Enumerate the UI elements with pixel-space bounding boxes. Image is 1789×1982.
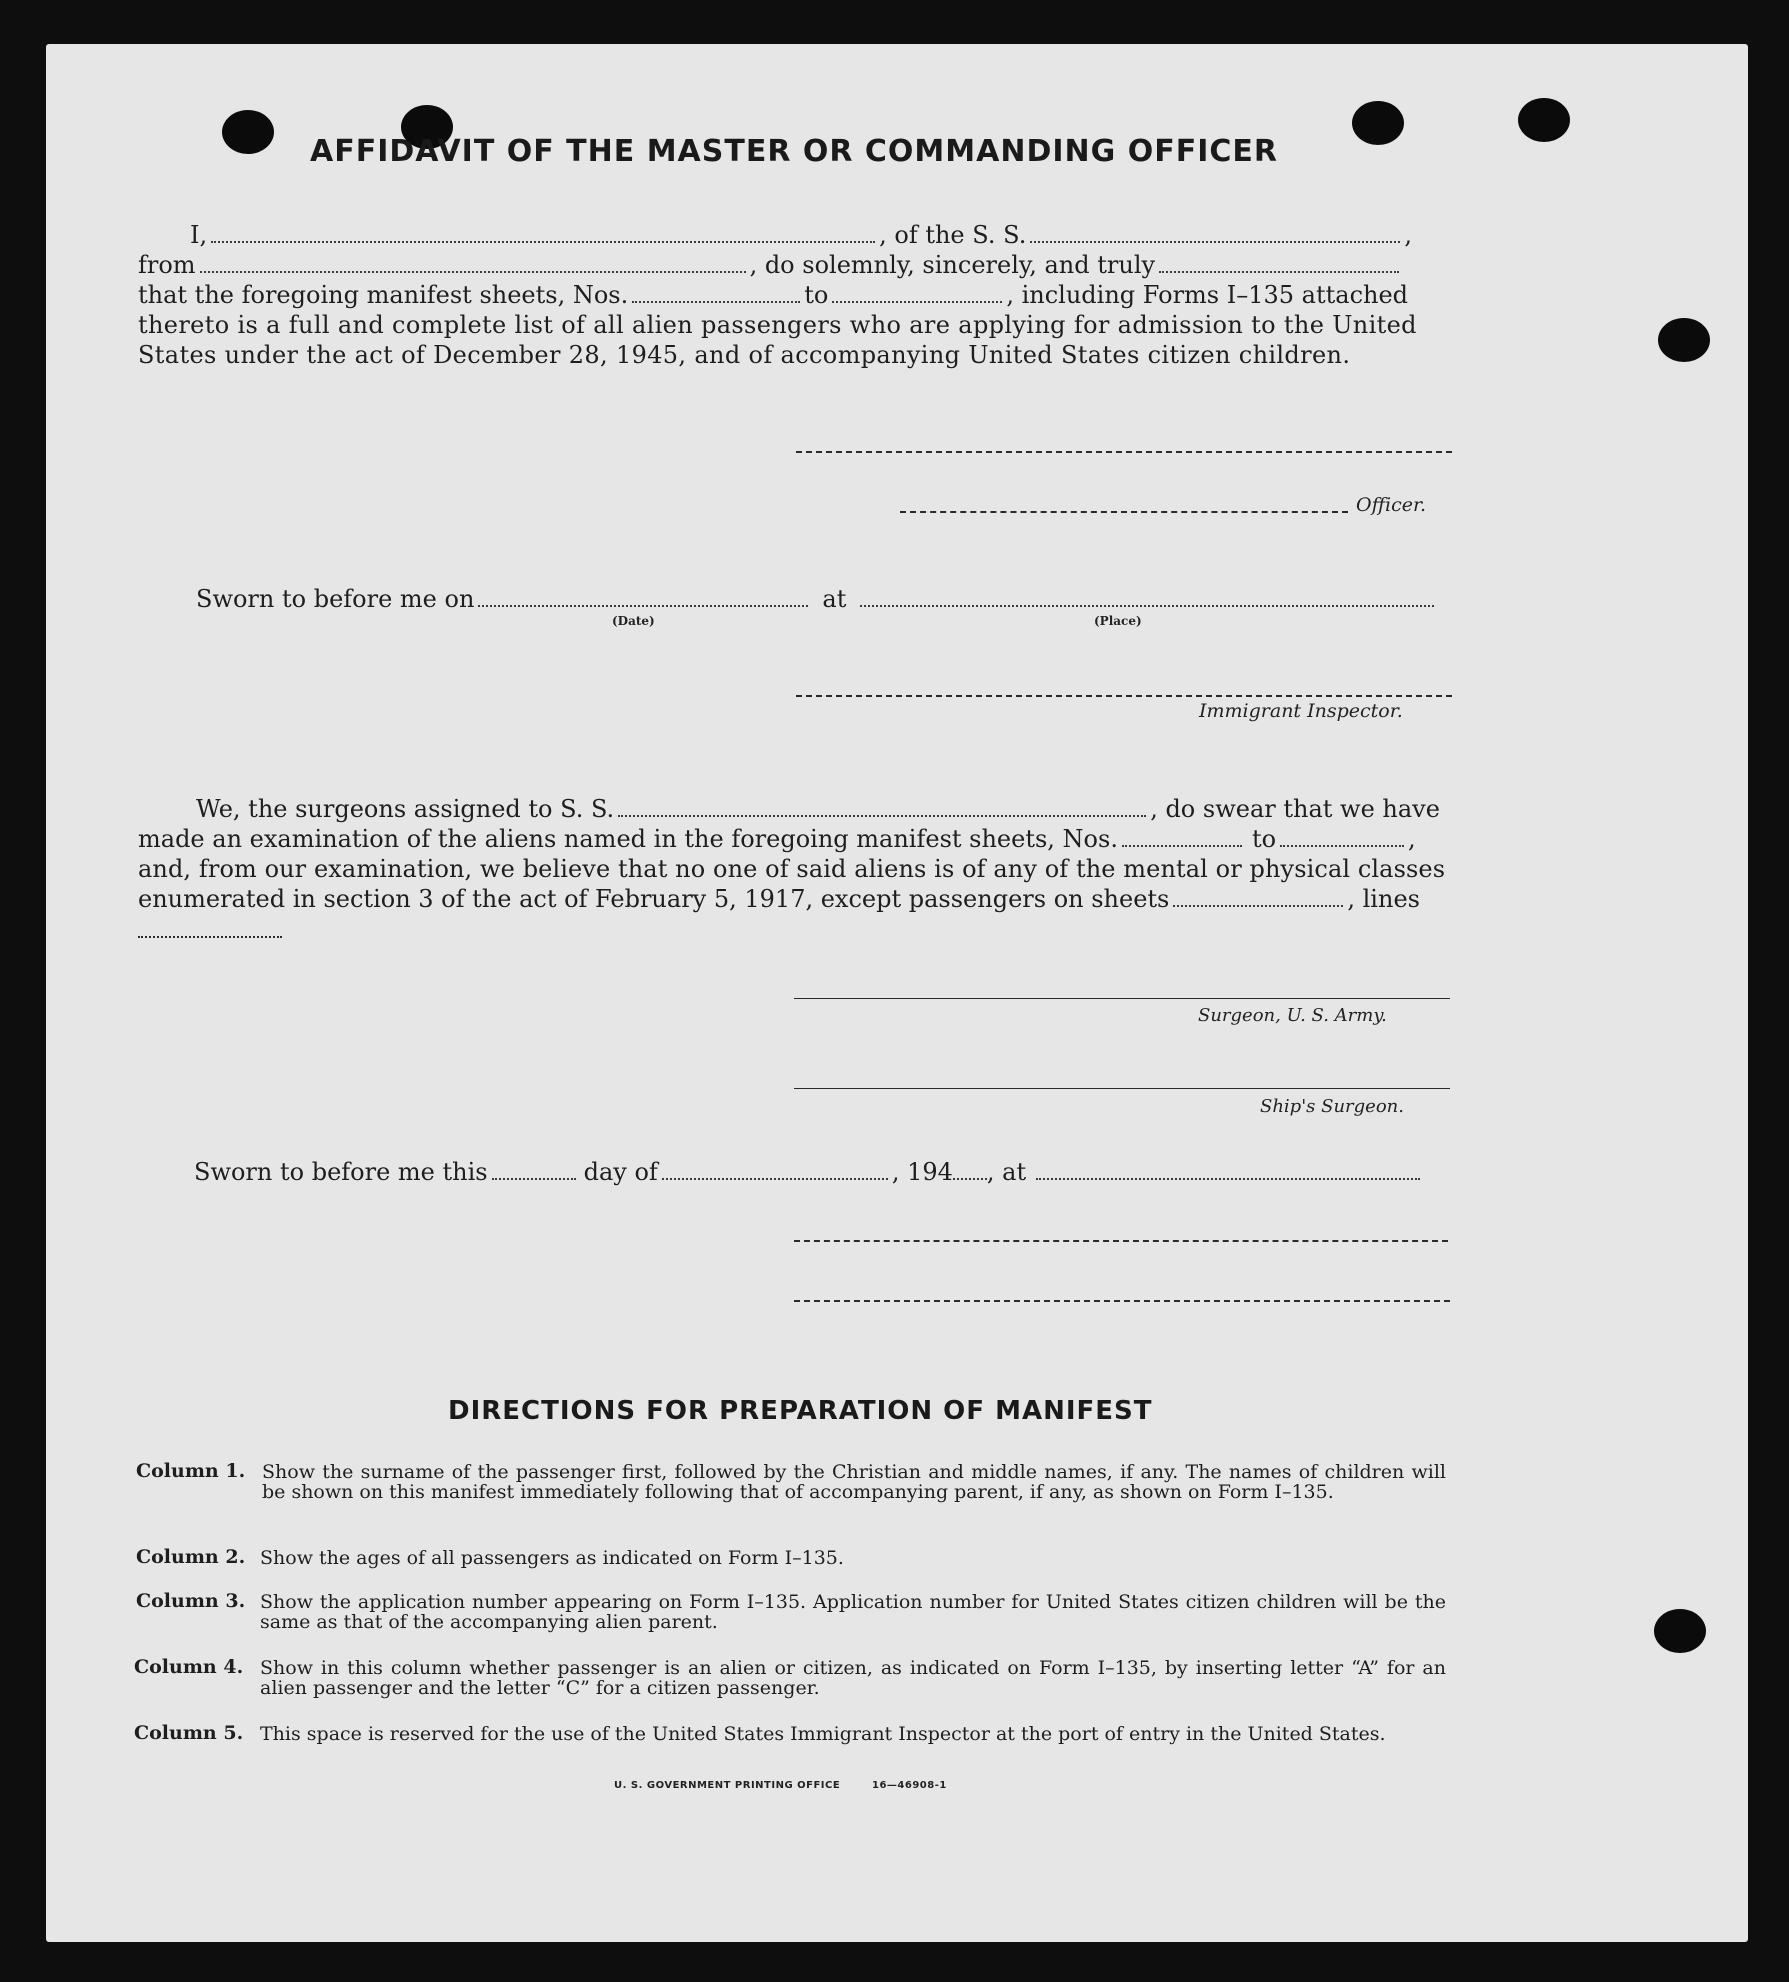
sheet-to-blank[interactable] <box>832 301 1002 303</box>
sworn-day-blank[interactable] <box>492 1178 576 1180</box>
army-surgeon-signature-line[interactable] <box>794 998 1450 999</box>
master-name-blank[interactable] <box>211 241 875 243</box>
sworn-at-text: at <box>822 585 847 613</box>
affidavit-to-text: to <box>804 281 829 309</box>
surgeons-assigned-text: We, the surgeons assigned to S. S. <box>196 795 615 823</box>
column-4-label: Column 4. <box>134 1656 244 1678</box>
officer-signature-line[interactable] <box>900 511 1348 513</box>
punch-hole <box>1654 1609 1706 1653</box>
affidavit-sheets-text: that the foregoing manifest sheets, Nos. <box>138 281 629 309</box>
form-code: 16—46908-1 <box>872 1780 947 1791</box>
except-lines-blank[interactable] <box>138 936 282 938</box>
affidavit-line-4: thereto is a full and complete list of all alien passengers who are applying for admission to the United <box>138 311 1417 339</box>
column-1-text: Show the surname of the passenger first, followed by the Christian and middle names, if any. The names of children will be shown on this manifest immediately following that of accompanying parent, if any, as shown on Form I–135. <box>262 1461 1446 1503</box>
master-signature-line[interactable] <box>796 451 1452 453</box>
column-1-label: Column 1. <box>136 1460 246 1482</box>
affidavit-from-text: from <box>138 251 196 279</box>
sworn-place2-blank[interactable] <box>1036 1178 1420 1180</box>
sworn-date-line <box>196 584 1438 614</box>
affidavit-line1-comma: , <box>1404 221 1412 249</box>
column-5-text: This space is reserved for the use of the United States Immigrant Inspector at the port of entry in the United States. <box>260 1723 1386 1745</box>
ship-name-blank[interactable] <box>1030 241 1400 243</box>
affidavit-title: AFFIDAVIT OF THE MASTER OR COMMANDING OFFICER <box>310 134 1278 169</box>
officer-label: Officer. <box>1356 494 1427 516</box>
inspector-signature-line[interactable] <box>796 695 1452 697</box>
affidavit-i-text: I, <box>190 221 208 249</box>
ship-surgeon-label: Ship's Surgeon. <box>1260 1096 1404 1117</box>
document-page <box>46 44 1748 1942</box>
affidavit-solemnly-text: , do solemnly, sincerely, and truly <box>749 251 1156 279</box>
sworn-this-text: Sworn to before me this <box>194 1158 488 1186</box>
surgeons-sheet-from-blank[interactable] <box>1122 845 1242 847</box>
surgeons-swear-text: , do swear that we have <box>1150 795 1440 823</box>
column-2-text: Show the ages of all passengers as indicated on Form I–135. <box>260 1547 844 1569</box>
sheet-from-blank[interactable] <box>632 301 800 303</box>
sworn-signature-line-2[interactable] <box>794 1300 1450 1302</box>
surgeons-ship-blank[interactable] <box>618 815 1146 817</box>
surgeons-section-text: enumerated in section 3 of the act of February 5, 1917, except passengers on sheets <box>138 885 1170 913</box>
sworn-dayof-text: day of <box>583 1158 658 1186</box>
punch-hole <box>1518 98 1570 142</box>
sworn-day-line <box>194 1157 1424 1187</box>
column-3-text: Show the application number appearing on Form I–135. Application number for United States citizen children will be the same as that of the accompanying alien parent. <box>260 1591 1446 1633</box>
affidavit-ss-text: , of the S. S. <box>879 221 1027 249</box>
surgeons-sheet-to-blank[interactable] <box>1280 845 1404 847</box>
sworn-place-blank[interactable] <box>860 605 1434 607</box>
printer-credit: U. S. GOVERNMENT PRINTING OFFICE <box>614 1780 841 1791</box>
surgeons-line-2 <box>138 824 1416 854</box>
surgeons-line-1 <box>196 794 1440 824</box>
surgeons-exam-text: made an examination of the aliens named in the foregoing manifest sheets, Nos. <box>138 825 1118 853</box>
surgeons-line2-comma: , <box>1408 825 1416 853</box>
date-caption: (Date) <box>612 614 655 628</box>
surgeons-line-3: and, from our examination, we believe that no one of said aliens is of any of the mental or physical classes <box>138 855 1446 883</box>
ship-surgeon-signature-line[interactable] <box>794 1088 1450 1089</box>
sworn-month-blank[interactable] <box>662 1178 888 1180</box>
except-sheets-blank[interactable] <box>1173 905 1343 907</box>
army-surgeon-label: Surgeon, U. S. Army. <box>1198 1005 1387 1026</box>
punch-hole <box>222 110 274 154</box>
column-2-label: Column 2. <box>136 1546 246 1568</box>
sworn-at2-text: , at <box>986 1158 1027 1186</box>
affidavit-line-3 <box>138 280 1408 310</box>
place-caption: (Place) <box>1094 614 1142 628</box>
directions-title: DIRECTIONS FOR PREPARATION OF MANIFEST <box>448 1396 1153 1426</box>
affidavit-line-1 <box>190 220 1412 250</box>
punch-hole <box>1352 101 1404 145</box>
surgeons-to-text: to <box>1251 825 1277 853</box>
affidavit-line-2 <box>138 250 1403 280</box>
surgeons-line-4 <box>138 884 1420 914</box>
inspector-label: Immigrant Inspector. <box>1199 700 1403 722</box>
sworn-signature-line-1[interactable] <box>794 1240 1448 1242</box>
surgeons-lines-text: , lines <box>1347 885 1420 913</box>
affidavit-line-5: States under the act of December 28, 1945, and of accompanying United States citizen children. <box>138 341 1351 369</box>
column-3-label: Column 3. <box>136 1590 246 1612</box>
sworn-date-blank[interactable] <box>478 605 808 607</box>
sworn-prefix-text: Sworn to before me on <box>196 585 475 613</box>
affidavit-forms-text: , including Forms I–135 attached <box>1006 281 1409 309</box>
from-port-blank[interactable] <box>200 271 746 273</box>
punch-hole <box>1658 318 1710 362</box>
column-4-text: Show in this column whether passenger is an alien or citizen, as indicated on Form I–135, by inserting letter “A” for an alien passenger and the letter “C” for a citizen passenger. <box>260 1657 1446 1699</box>
sworn-year-blank[interactable] <box>953 1178 987 1180</box>
oath-blank[interactable] <box>1159 271 1399 273</box>
column-5-label: Column 5. <box>134 1722 244 1744</box>
sworn-year-text: , 194 <box>891 1158 953 1186</box>
